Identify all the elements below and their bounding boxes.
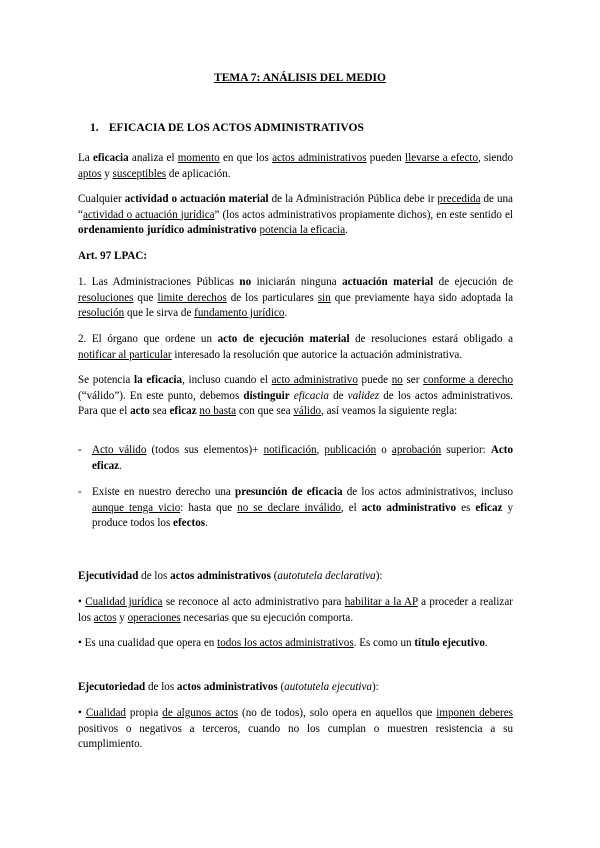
- dash-marker: -: [78, 444, 82, 456]
- section-number: 1.: [90, 122, 99, 134]
- heading-ejecutoriedad: Ejecutoriedad de los actos administrativos (autotutela ejecutiva):: [78, 681, 379, 693]
- heading-ejecutividad: Ejecutividad de los actos administrativos (autotutela declarativa):: [78, 570, 383, 582]
- paragraph-eficacia: La eficacia analiza el momento en que los actos administrativos pueden llevarse a efecto, siendo aptos y susceptibles de aplicación.: [78, 152, 513, 180]
- list-item-text: Acto válido (todos sus elementos)+ notificación, publicación o aprobación superior: Acto eficaz.: [92, 444, 513, 472]
- dash-marker: -: [78, 486, 82, 498]
- paragraph-cualidad-juridica: • Cualidad jurídica se reconoce al acto administrativo para habilitar a la AP a proceder a realizar los actos y operaciones necesarias que su ejecución comporta.: [78, 596, 513, 624]
- paragraph-article-2: 2. El órgano que ordene un acto de ejecución material de resoluciones estará obligado a notificar al particular interesado la resolución que autorice la actuación administrativa.: [78, 333, 513, 361]
- list-item: [78, 443, 513, 474]
- list-item-text: Existe en nuestro derecho una presunción de eficacia de los actos administrativos, incluso aunque tenga vicio: hasta que no se declare inválido, el acto administrativo es eficaz y produce todos los efectos.: [92, 486, 514, 529]
- paragraph-article-1: 1. Las Administraciones Públicas no iniciarán ninguna actuación material de ejecución de resoluciones que limite derechos de los particulares sin que previamente haya sido adoptada la resolución que le sirva de fundamento jurídico.: [78, 276, 514, 319]
- paragraph-potencia-eficacia: Se potencia la eficacia, incluso cuando el acto administrativo puede no ser conforme a derecho (“válido”). En este punto, debemos distinguir eficacia de validez de los actos administrativos. Para que el acto sea eficaz no basta con que sea válido, así veamos la siguiente regla:: [78, 374, 514, 417]
- paragraph-actividad-material: Cualquier actividad o actuación material de la Administración Pública debe ir precedida de una “actividad o actuación jurídica” (los actos administrativos propiamente dichos), en este sentido el ordenamiento jurídico administrativo potencia la eficacia.: [78, 193, 513, 236]
- page-title: TEMA 7: ANÁLISIS DEL MEDIO: [214, 72, 386, 84]
- section-heading: [90, 122, 364, 134]
- article-heading: Art. 97 LPAC:: [78, 250, 148, 262]
- section-title: EFICACIA DE LOS ACTOS ADMINISTRATIVOS: [108, 122, 364, 134]
- list-item: [78, 485, 513, 532]
- paragraph-cualidad-propia: • Cualidad propia de algunos actos (no de todos), solo opera en aquellos que imponen deberes positivos o negativos a terceros, cuando no los cumplan o muestren resistencia a su cumplimiento.: [78, 707, 513, 750]
- paragraph-titulo-ejecutivo: • Es una cualidad que opera en todos los actos administrativos. Es como un título ejecutivo.: [78, 637, 488, 649]
